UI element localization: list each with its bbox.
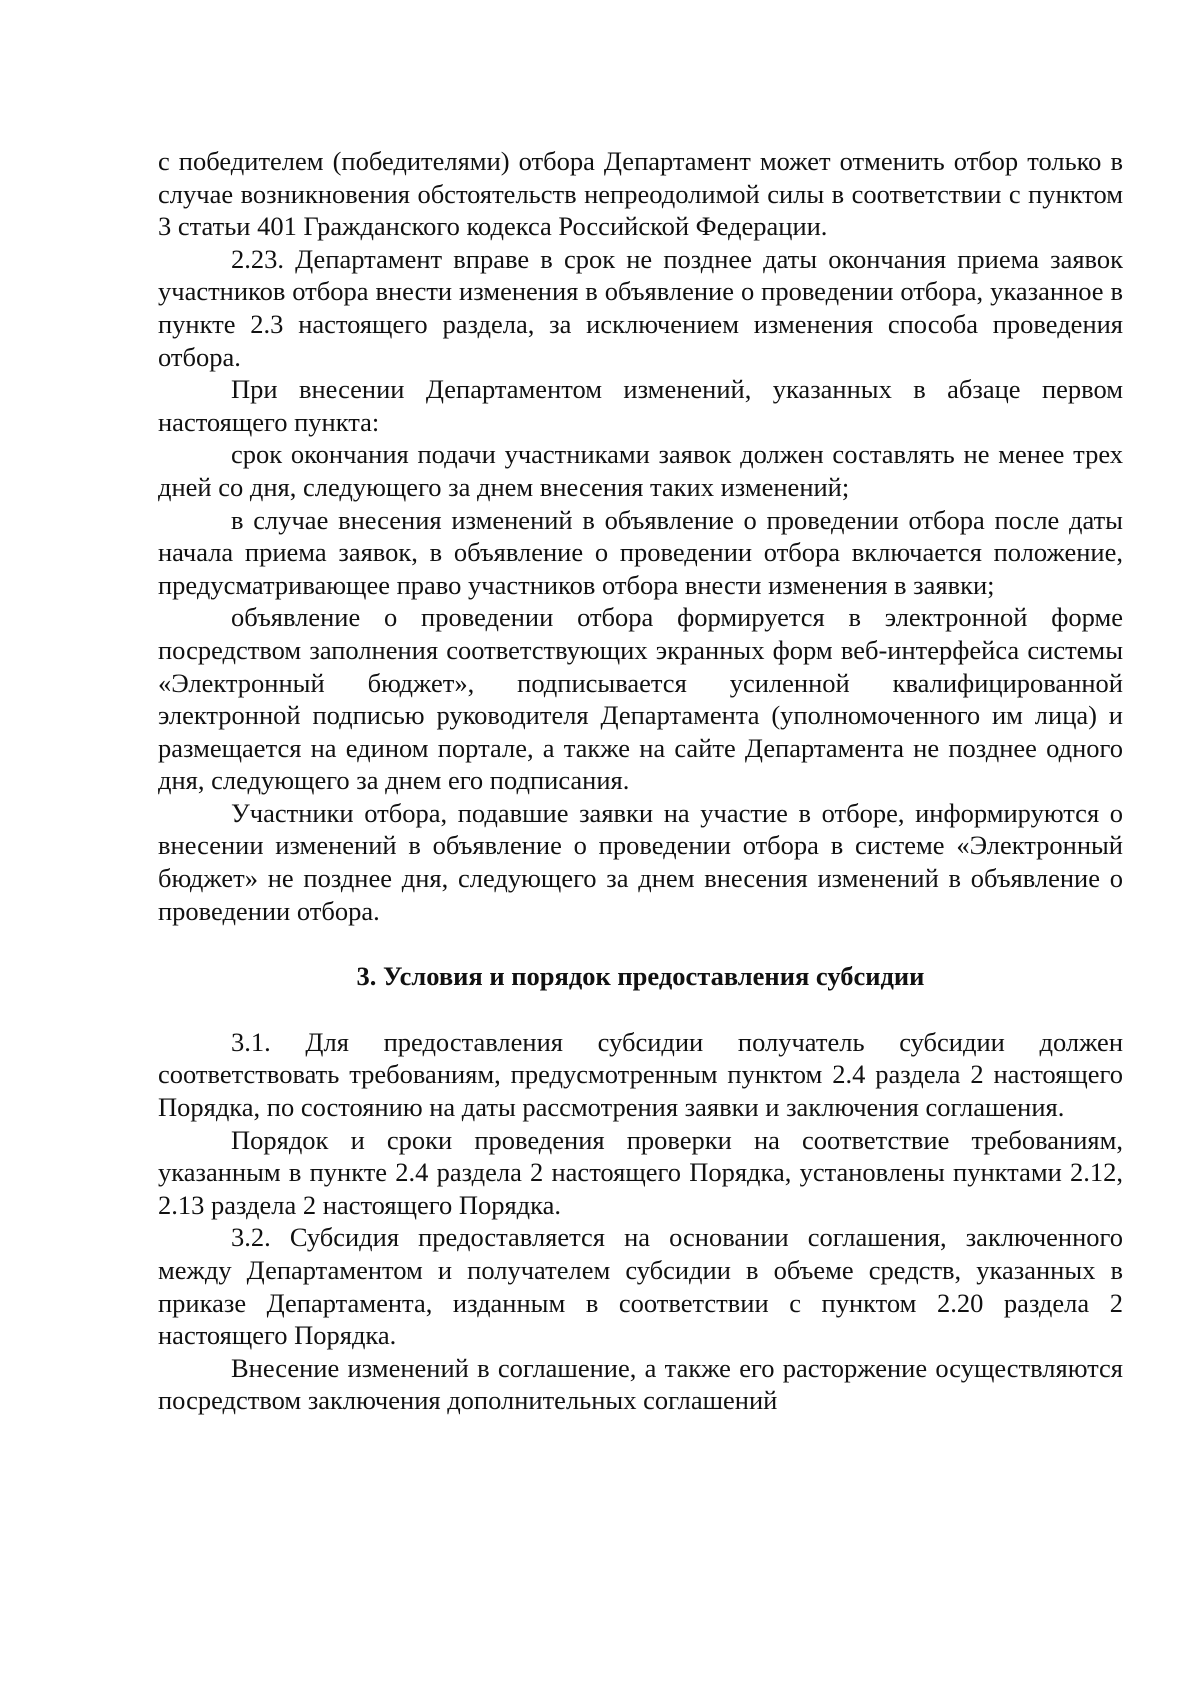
spacer <box>158 993 1123 1026</box>
paragraph-continuation: с победителем (победителями) отбора Департамент может отменить отбор только в случае возникновения обстоятельств непреодолимой силы в соответствии с пунктом 3 статьи 401 Гражданского кодекса Российской Федерации. <box>158 146 1123 242</box>
section-heading: 3. Условия и порядок предоставления субсидии <box>356 961 925 992</box>
paragraph-deadline: срок окончания подачи участниками заявок должен составлять не менее трех дней со дня, следующего за днем внесения таких изменений; <box>158 439 1123 502</box>
paragraph-3-2: 3.2. Субсидия предоставляется на основании соглашения, заключенного между Департаментом и получателем субсидии в объеме средств, указанных в приказе Департамента, изданным в соответствии с пунктом 2.20 раздела 2 настоящего Порядка. <box>158 1222 1123 1351</box>
paragraph-3-1: 3.1. Для предоставления субсидии получатель субсидии должен соответствовать требованиям, предусмотренным пунктом 2.4 раздела 2 настоящего Порядка, по состоянию на даты рассмотрения заявки и заключения соглашения. <box>158 1026 1123 1123</box>
paragraph-check-procedure: Порядок и сроки проведения проверки на соответствие требованиям, указанным в пункте 2.4 раздела 2 настоящего Порядка, установлены пунктами 2.12, 2.13 раздела 2 настоящего Порядка. <box>158 1124 1123 1220</box>
paragraph-2-23: 2.23. Департамент вправе в срок не позднее даты окончания приема заявок участников отбора внести изменения в объявление о проведении отбора, указанное в пункте 2.3 настоящего раздела, за исключением изменения способа проведения отбора. <box>158 243 1123 372</box>
paragraph-participants-informed: Участники отбора, подавшие заявки на участие в отборе, информируются о внесении изменений в объявление о проведении отбора в системе «Электронный бюджет» не позднее дня, следующего за днем внесения изменений в объявление о проведении отбора. <box>158 797 1123 926</box>
paragraph-announcement-form: объявление о проведении отбора формируется в электронной форме посредством заполнения соответствующих экранных форм веб-интерфейса системы «Электронный бюджет», подписывается усиленной квалифицированной электронной подписью руководителя Департамента (уполномоченного им лица) и размещается на едином портале, а также на сайте Департамента не позднее одного дня, следующего за днем его подписания. <box>158 602 1123 796</box>
spacer <box>158 927 1123 960</box>
document-page <box>158 145 1123 1417</box>
paragraph-agreement-changes: Внесение изменений в соглашение, а также его расторжение осуществляются посредством заключения дополнительных соглашений <box>158 1352 1123 1416</box>
paragraph-changes-after-start: в случае внесения изменений в объявление о проведении отбора после даты начала приема заявок, в объявление о проведении отбора включается положение, предусматривающее право участников отбора внести изменения в заявки; <box>158 504 1123 600</box>
paragraph-amendments-intro: При внесении Департаментом изменений, указанных в абзаце первом настоящего пункта: <box>158 374 1123 437</box>
